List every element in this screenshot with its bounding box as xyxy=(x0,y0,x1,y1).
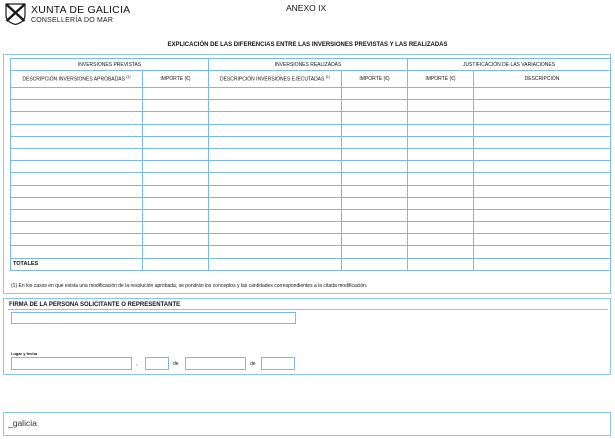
table-cell[interactable] xyxy=(143,161,209,173)
table-cell[interactable] xyxy=(209,185,342,197)
table-cell[interactable] xyxy=(474,222,611,234)
table-cell[interactable] xyxy=(11,148,143,160)
table-cell[interactable] xyxy=(474,124,611,136)
col-header-executed-amount: IMPORTE (€) xyxy=(342,71,408,88)
totals-planned-amount[interactable] xyxy=(143,258,209,270)
table-row xyxy=(11,209,611,221)
table-cell[interactable] xyxy=(342,100,408,112)
table-cell[interactable] xyxy=(209,148,342,160)
table-cell[interactable] xyxy=(342,88,408,100)
table-cell[interactable] xyxy=(342,124,408,136)
table-cell[interactable] xyxy=(209,136,342,148)
totals-variation-description xyxy=(474,258,611,270)
table-cell[interactable] xyxy=(143,173,209,185)
totals-executed-amount[interactable] xyxy=(342,258,408,270)
org-subtitle: CONSELLERÍA DO MAR xyxy=(31,17,114,24)
xunta-logo xyxy=(5,3,135,27)
table-cell[interactable] xyxy=(342,197,408,209)
table-cell[interactable] xyxy=(408,88,474,100)
table-cell[interactable] xyxy=(342,234,408,246)
table-cell[interactable] xyxy=(408,148,474,160)
table-cell[interactable] xyxy=(474,234,611,246)
col-header-variation-amount: IMPORTE (€) xyxy=(408,71,474,88)
table-cell[interactable] xyxy=(474,197,611,209)
table-cell[interactable] xyxy=(408,124,474,136)
table-cell[interactable] xyxy=(143,100,209,112)
footer xyxy=(3,412,611,436)
investments-section xyxy=(3,54,611,294)
footnote: (1) En los casos en que exista una modificación de la resolución aprobada, se pondrán los conceptos y las cantidades correspondientes a la citada modificación. xyxy=(11,283,368,289)
comma-separator: , xyxy=(136,361,138,367)
table-cell[interactable] xyxy=(143,88,209,100)
table-cell[interactable] xyxy=(342,161,408,173)
signature-divider xyxy=(8,309,608,310)
table-cell[interactable] xyxy=(408,246,474,258)
xunta-coat-icon xyxy=(5,3,26,25)
table-cell[interactable] xyxy=(209,234,342,246)
table-cell[interactable] xyxy=(342,136,408,148)
table-cell[interactable] xyxy=(143,234,209,246)
table-cell[interactable] xyxy=(143,148,209,160)
table-cell[interactable] xyxy=(474,112,611,124)
table-cell[interactable] xyxy=(11,112,143,124)
de-separator-1: de xyxy=(173,361,179,367)
group-header-executed: INVERSIONES REALIZADAS xyxy=(209,59,408,71)
table-cell[interactable] xyxy=(209,124,342,136)
table-cell[interactable] xyxy=(11,100,143,112)
col-header-approved-description: DESCRIPCIÓN INVERSIONES APROBADAS $^{(1)}$ xyxy=(11,71,143,88)
year-field[interactable] xyxy=(261,357,295,370)
table-cell[interactable] xyxy=(209,173,342,185)
table-cell[interactable] xyxy=(342,246,408,258)
totals-label: TOTALES xyxy=(11,258,143,270)
table-cell[interactable] xyxy=(209,222,342,234)
col-header-planned-amount: IMPORTE (€) xyxy=(143,71,209,88)
table-cell[interactable] xyxy=(11,222,143,234)
table-cell[interactable] xyxy=(474,88,611,100)
table-cell[interactable] xyxy=(474,161,611,173)
table-cell[interactable] xyxy=(474,209,611,221)
table-cell[interactable] xyxy=(209,197,342,209)
table-cell[interactable] xyxy=(408,209,474,221)
table-row xyxy=(11,148,611,160)
table-cell[interactable] xyxy=(474,246,611,258)
table-cell[interactable] xyxy=(11,246,143,258)
de-separator-2: de xyxy=(250,361,256,367)
table-cell[interactable] xyxy=(143,197,209,209)
table-row xyxy=(11,234,611,246)
table-cell[interactable] xyxy=(209,100,342,112)
totals-variation-amount[interactable] xyxy=(408,258,474,270)
table-row xyxy=(11,112,611,124)
table-cell[interactable] xyxy=(143,246,209,258)
place-field[interactable] xyxy=(11,357,132,370)
month-field[interactable] xyxy=(185,357,246,370)
annex-label: ANEXO IX xyxy=(286,3,327,13)
table-cell[interactable] xyxy=(11,88,143,100)
table-row xyxy=(11,246,611,258)
signature-section xyxy=(3,298,611,375)
table-cell[interactable] xyxy=(342,173,408,185)
table-cell[interactable] xyxy=(342,148,408,160)
table-cell[interactable] xyxy=(474,173,611,185)
group-header-planned: INVERSIONES PREVISTAS xyxy=(11,59,209,71)
signature-title: FIRMA DE LA PERSONA SOLICITANTE O REPRESENTANTE xyxy=(9,302,181,308)
table-cell[interactable] xyxy=(342,222,408,234)
table-cell[interactable] xyxy=(11,161,143,173)
day-field[interactable] xyxy=(145,357,169,370)
table-cell[interactable] xyxy=(342,112,408,124)
table-cell[interactable] xyxy=(11,209,143,221)
table-cell[interactable] xyxy=(408,185,474,197)
table-cell[interactable] xyxy=(11,197,143,209)
table-body xyxy=(11,88,611,259)
table-cell[interactable] xyxy=(408,197,474,209)
table-cell[interactable] xyxy=(408,161,474,173)
galicia-logo: _galicia xyxy=(8,418,37,428)
table-cell[interactable] xyxy=(209,112,342,124)
table-cell[interactable] xyxy=(342,185,408,197)
table-cell[interactable] xyxy=(474,185,611,197)
document-title: EXPLICACIÓN DE LAS DIFERENCIAS ENTRE LAS INVERSIONES PREVISTAS Y LAS REALIZADAS xyxy=(167,42,448,48)
table-cell[interactable] xyxy=(143,112,209,124)
table-cell[interactable] xyxy=(408,112,474,124)
table-cell[interactable] xyxy=(408,222,474,234)
table-cell[interactable] xyxy=(143,209,209,221)
table-cell[interactable] xyxy=(11,234,143,246)
table-cell[interactable] xyxy=(11,185,143,197)
table-row xyxy=(11,197,611,209)
table-row xyxy=(11,124,611,136)
col-header-executed-description: DESCRIPCIÓN INVERSIONES EJECUTADAS $^{(1)}$ xyxy=(209,71,342,88)
table-cell[interactable] xyxy=(11,173,143,185)
table-cell[interactable] xyxy=(474,100,611,112)
table-cell[interactable] xyxy=(474,148,611,160)
table-cell[interactable] xyxy=(11,124,143,136)
table-cell[interactable] xyxy=(143,222,209,234)
table-row xyxy=(11,88,611,100)
table-cell[interactable] xyxy=(408,136,474,148)
table-row xyxy=(11,173,611,185)
group-header-justification: JUSTIFICACIÓN DE LAS VARIACIONES xyxy=(408,59,611,71)
table-row xyxy=(11,100,611,112)
totals-row xyxy=(11,258,611,270)
table-row xyxy=(11,136,611,148)
table-row xyxy=(11,185,611,197)
table-cell[interactable] xyxy=(408,234,474,246)
place-date-label: Lugar y fecha xyxy=(11,351,38,356)
col-header-variation-description: DESCRIPCIÓN xyxy=(474,71,611,88)
table-row xyxy=(11,161,611,173)
table-row xyxy=(11,222,611,234)
table-cell[interactable] xyxy=(209,161,342,173)
table-cell[interactable] xyxy=(143,185,209,197)
table-cell[interactable] xyxy=(209,88,342,100)
totals-executed-spacer xyxy=(209,258,342,270)
table-cell[interactable] xyxy=(209,209,342,221)
table-cell[interactable] xyxy=(209,246,342,258)
table-cell[interactable] xyxy=(143,124,209,136)
table-cell[interactable] xyxy=(408,100,474,112)
table-cell[interactable] xyxy=(408,173,474,185)
table-cell[interactable] xyxy=(342,209,408,221)
table-cell[interactable] xyxy=(474,136,611,148)
investments-table xyxy=(10,58,611,271)
table-cell[interactable] xyxy=(11,136,143,148)
table-cell[interactable] xyxy=(143,136,209,148)
signer-name-field[interactable] xyxy=(11,312,296,324)
org-title: XUNTA DE GALICIA xyxy=(31,4,131,16)
